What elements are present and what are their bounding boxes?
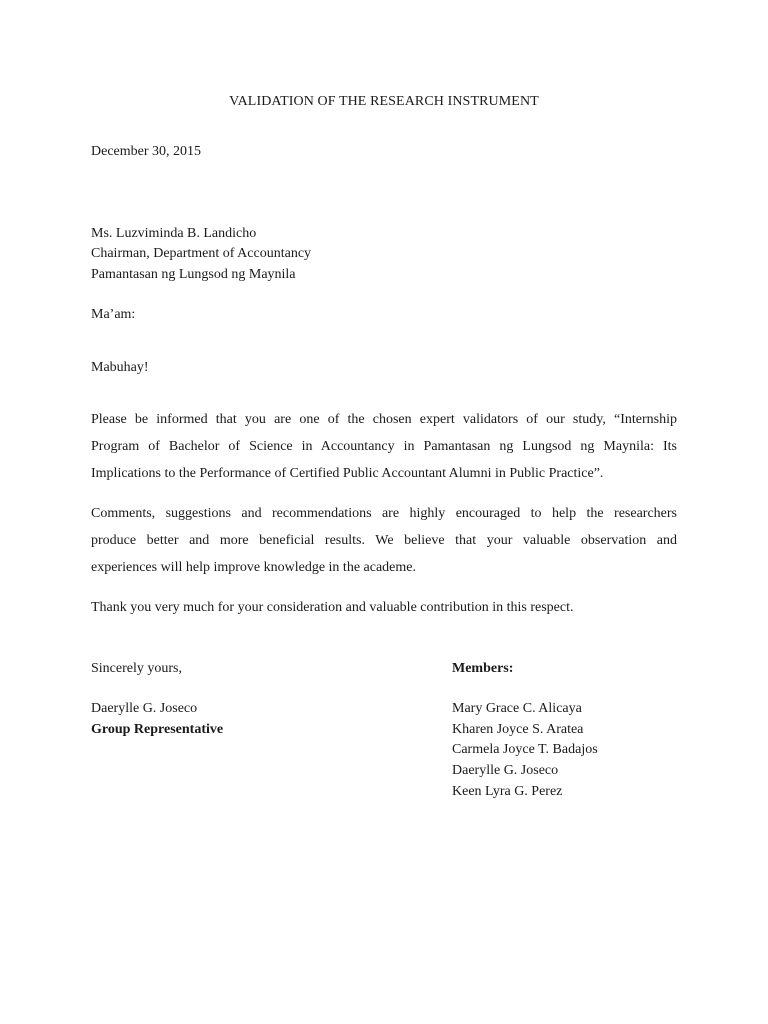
member-name: Keen Lyra G. Perez: [452, 784, 563, 799]
paragraph-line: Please be informed that you are one of the chosen expert validators of our study, “Internship: [91, 412, 677, 427]
member-name: Mary Grace C. Alicaya: [452, 701, 582, 716]
letter-title: VALIDATION OF THE RESEARCH INSTRUMENT: [229, 94, 539, 109]
recipient-institution: Pamantasan ng Lungsod ng Maynila: [91, 267, 296, 282]
paragraph-line: produce better and more beneficial results. We believe that your valuable observation and: [91, 533, 677, 548]
recipient-name: Ms. Luzviminda B. Landicho: [91, 226, 257, 241]
paragraph-line: Program of Bachelor of Science in Accountancy in Pamantasan ng Lungsod ng Maynila: Its: [91, 439, 677, 454]
paragraph-line: experiences will help improve knowledge in the academe.: [91, 560, 416, 575]
recipient-position: Chairman, Department of Accountancy: [91, 246, 312, 261]
member-name: Carmela Joyce T. Badajos: [452, 742, 598, 757]
closing: Sincerely yours,: [91, 661, 182, 676]
paragraph-thanks: Thank you very much for your consideration and valuable contribution in this respect.: [91, 600, 574, 615]
letter-date: December 30, 2015: [91, 144, 202, 159]
signatory-role: Group Representative: [91, 722, 224, 737]
paragraph-line: Comments, suggestions and recommendations are highly encouraged to help the researchers: [91, 506, 677, 521]
greeting: Mabuhay!: [91, 360, 149, 375]
paragraph-line: Implications to the Performance of Certified Public Accountant Alumni in Public Practice”.: [91, 466, 604, 481]
signatory-name: Daerylle G. Joseco: [91, 701, 198, 716]
members-heading: Members:: [452, 661, 514, 676]
member-name: Daerylle G. Joseco: [452, 763, 559, 778]
member-name: Kharen Joyce S. Aratea: [452, 722, 584, 737]
salutation: Ma’am:: [91, 307, 136, 322]
paragraph-invitation: [91, 406, 677, 487]
paragraph-comments: [91, 500, 677, 581]
